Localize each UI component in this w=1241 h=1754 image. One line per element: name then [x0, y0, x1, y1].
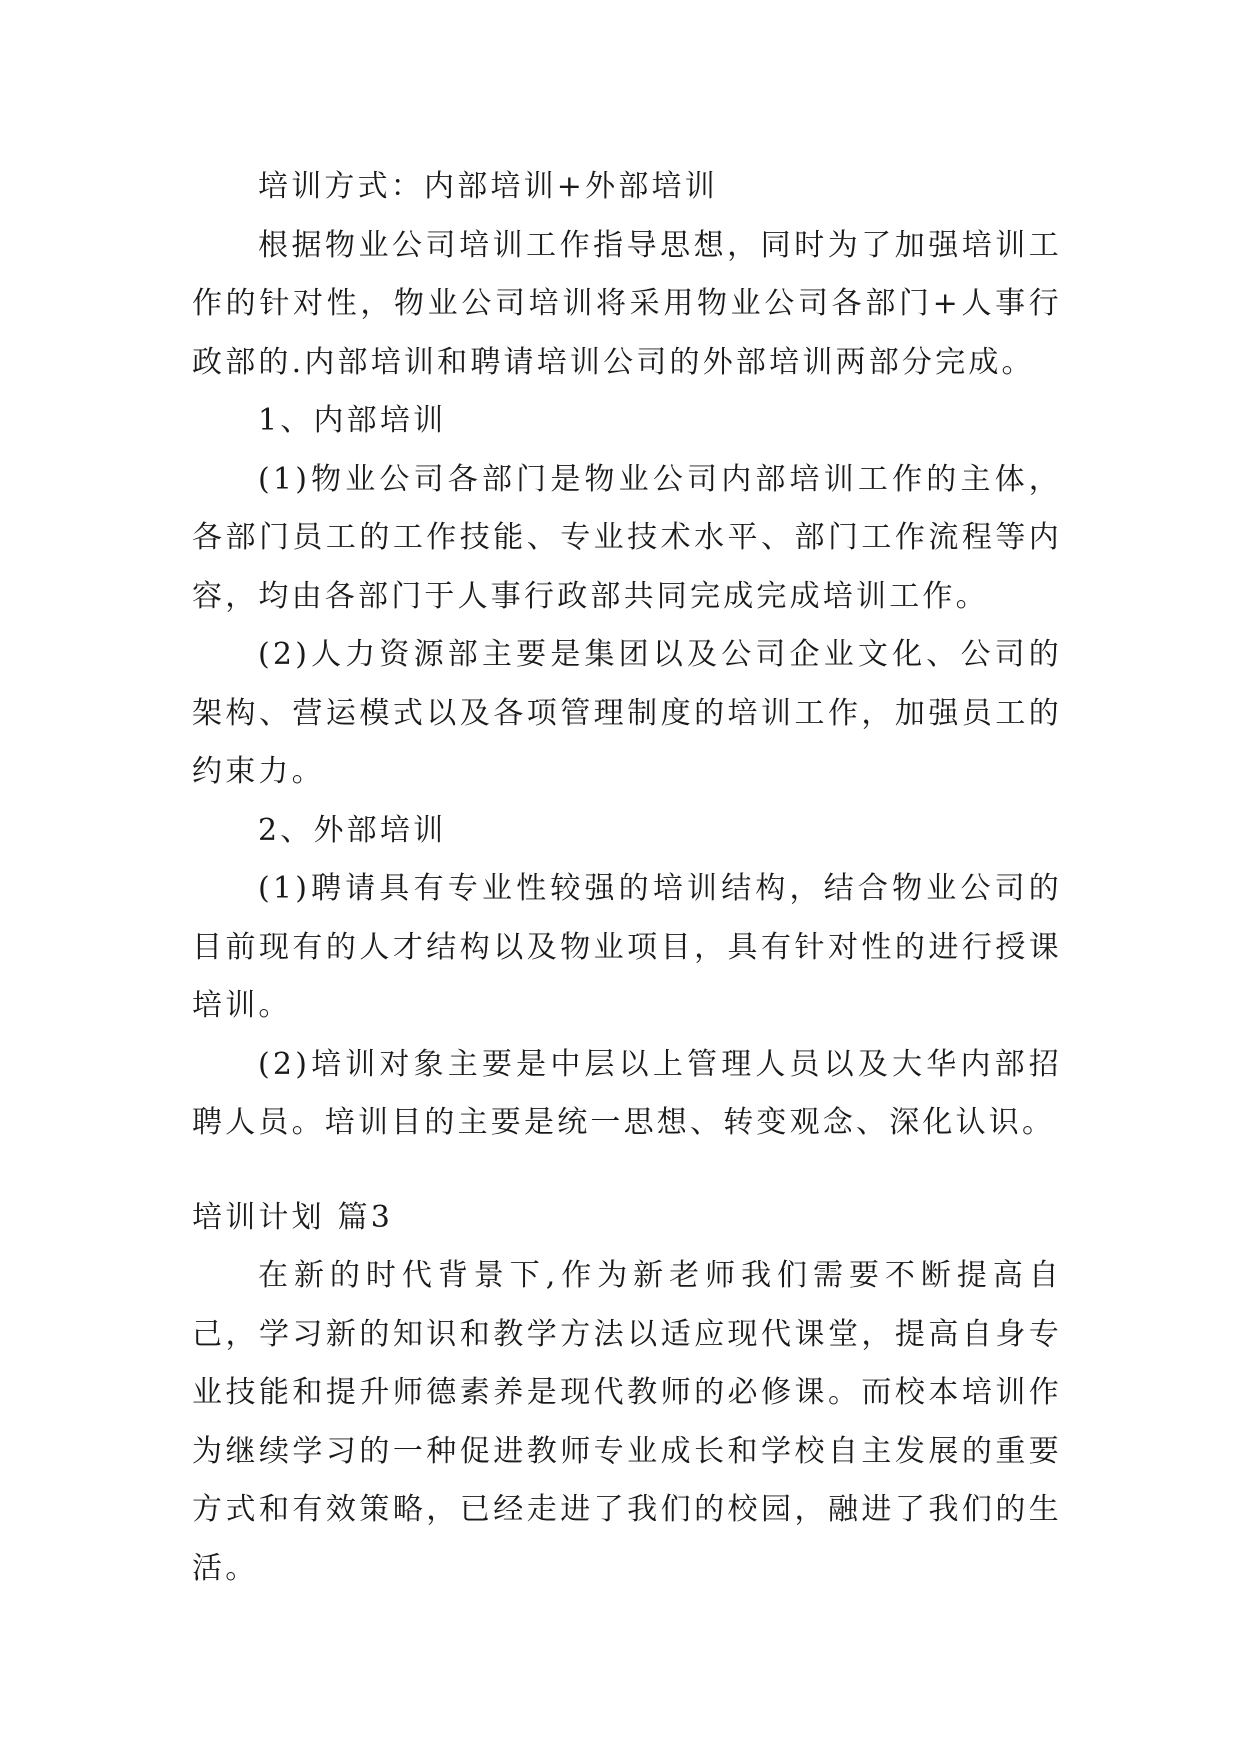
external-training-item-1: (1)聘请具有专业性较强的培训结构，结合物业公司的目前现有的人才结构以及物业项目，具有针对性的进行授课培训。 [192, 871, 1062, 1023]
external-training-title: 2、外部培训 [258, 812, 447, 848]
intro-paragraph: 根据物业公司培训工作指导思想，同时为了加强培训工作的针对性，物业公司培训将采用物业公司各部门+人事行政部的.内部培训和聘请培训公司的外部培训两部分完成。 [192, 227, 1062, 380]
section-heading: 培训计划 篇3 [192, 1199, 394, 1235]
internal-training-item-1: (1)物业公司各部门是物业公司内部培训工作的主体，各部门员工的工作技能、专业技术水平、部门工作流程等内容，均由各部门于人事行政部共同完成完成培训工作。 [192, 461, 1062, 614]
training-method-line: 培训方式：内部培训+外部培训 [258, 169, 718, 204]
internal-training-title: 1、内部培训 [258, 403, 447, 438]
external-training-item-2: (2)培训对象主要是中层以上管理人员以及大华内部招聘人员。培训目的主要是统一思想、转变观念、深化认识。 [192, 1046, 1062, 1140]
section-body-paragraph: 在新的时代背景下,作为新老师我们需要不断提高自己，学习新的知识和教学方法以适应现代课堂，提高自身专业技能和提升师德素养是现代教师的必修课。而校本培训作为继续学习的一种促进教师专业成长和学校自主发展的重要方式和有效策略，已经走进了我们的校园，融进了我们的生活。 [192, 1258, 1062, 1586]
document-page [192, 158, 1062, 1598]
internal-training-item-2: (2)人力资源部主要是集团以及公司企业文化、公司的架构、营运模式以及各项管理制度的培训工作，加强员工的约束力。 [192, 637, 1062, 789]
